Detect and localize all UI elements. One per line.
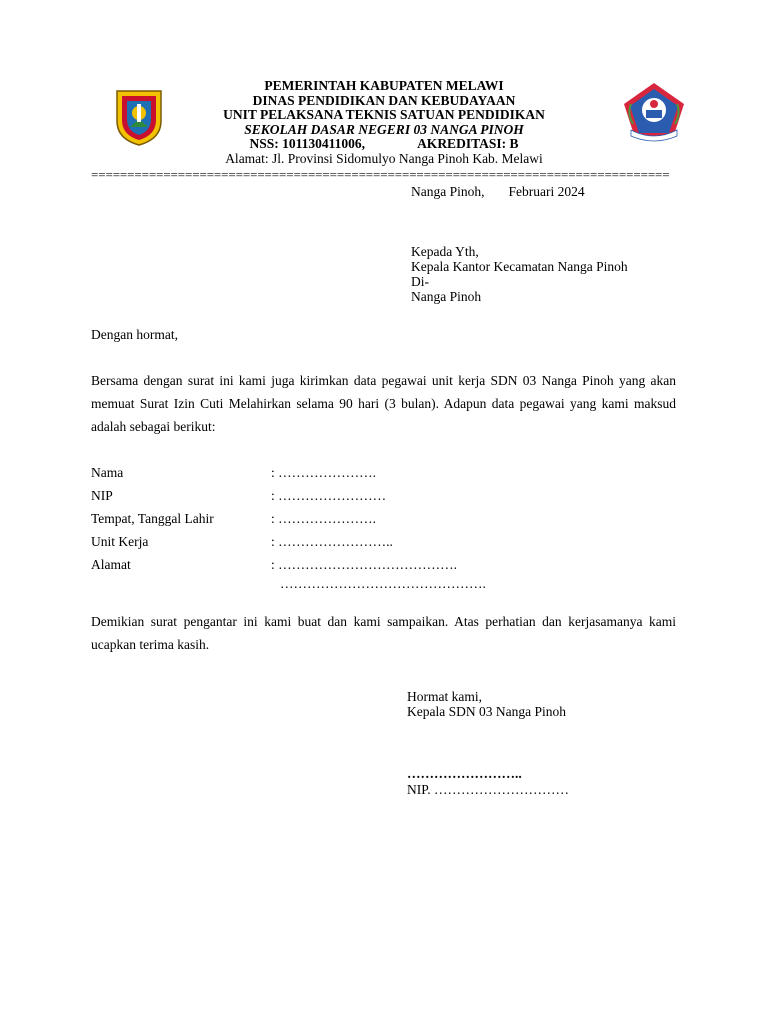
recipient-line-2: Kepala Kantor Kecamatan Nanga Pinoh	[411, 259, 628, 274]
header-line-3: UNIT PELAKSANA TEKNIS SATUAN PENDIDIKAN	[223, 107, 545, 123]
body-paragraph-2: Demikian surat pengantar ini kami buat dan kami sampaikan. Atas perhatian dan kerjasamanya kami ucapkan terima kasih.	[91, 614, 676, 652]
nss-text: NSS: 101130411006,	[249, 136, 366, 152]
address-continuation: ……………………………………….	[280, 576, 486, 591]
akreditasi-text: AKREDITASI: B	[417, 136, 519, 152]
field-value: : ……………………..	[271, 534, 393, 549]
greeting: Dengan hormat,	[91, 327, 178, 342]
field-value: : ………………………………….	[271, 557, 458, 572]
closing-line-1: Hormat kami,	[407, 689, 482, 704]
field-value: : ………………….	[271, 511, 377, 526]
letter-date	[411, 184, 585, 200]
body-paragraph-1: Bersama dengan surat ini kami juga kirimkan data pegawai unit kerja SDN 03 Nanga Pinoh yang akan memuat Surat Izin Cuti Melahirkan selama 90 hari (3 bulan). Adapun data pegawai yang kami maksud adalah sebagai berikut:	[91, 373, 676, 434]
field-row	[91, 530, 457, 553]
field-row	[91, 507, 457, 530]
field-value: : ……………………	[271, 488, 387, 503]
recipient-block	[411, 244, 628, 304]
date-month: Februari 2024	[508, 184, 585, 199]
signature-name: ……………………..	[407, 766, 522, 781]
header-line-2: DINAS PENDIDIKAN DAN KEBUDAYAAN	[252, 92, 516, 108]
recipient-line-1: Kepada Yth,	[411, 244, 479, 259]
field-value: : ………………….	[271, 465, 377, 480]
recipient-line-3: Di-	[411, 274, 429, 289]
header-line-1: PEMERINTAH KABUPATEN MELAWI	[264, 78, 504, 93]
header-nss-row	[190, 137, 578, 152]
field-label: Nama	[91, 465, 124, 480]
field-row	[91, 461, 457, 484]
kabupaten-melawi-emblem-icon	[113, 87, 165, 147]
field-row	[91, 553, 457, 576]
signature-nip: NIP. …………………………	[407, 781, 570, 797]
employee-fields	[91, 461, 457, 576]
field-label: Tempat, Tanggal Lahir	[91, 511, 214, 526]
field-row	[91, 484, 457, 507]
date-place: Nanga Pinoh,	[411, 184, 485, 199]
recipient-line-4: Nanga Pinoh	[411, 289, 482, 304]
signature-block	[407, 766, 569, 797]
field-label: NIP	[91, 488, 113, 503]
school-emblem-icon	[621, 80, 687, 146]
closing-line-2: Kepala SDN 03 Nanga Pinoh	[407, 704, 566, 719]
field-label: Alamat	[91, 557, 131, 572]
closing-block	[407, 689, 566, 719]
letterhead	[190, 79, 578, 167]
header-line-4: SEKOLAH DASAR NEGERI 03 NANGA PINOH	[244, 121, 524, 137]
header-separator: ================================================================================	[91, 168, 670, 182]
header-address: Alamat: Jl. Provinsi Sidomulyo Nanga Pinoh Kab. Melawi	[225, 150, 543, 166]
field-label: Unit Kerja	[91, 534, 149, 549]
